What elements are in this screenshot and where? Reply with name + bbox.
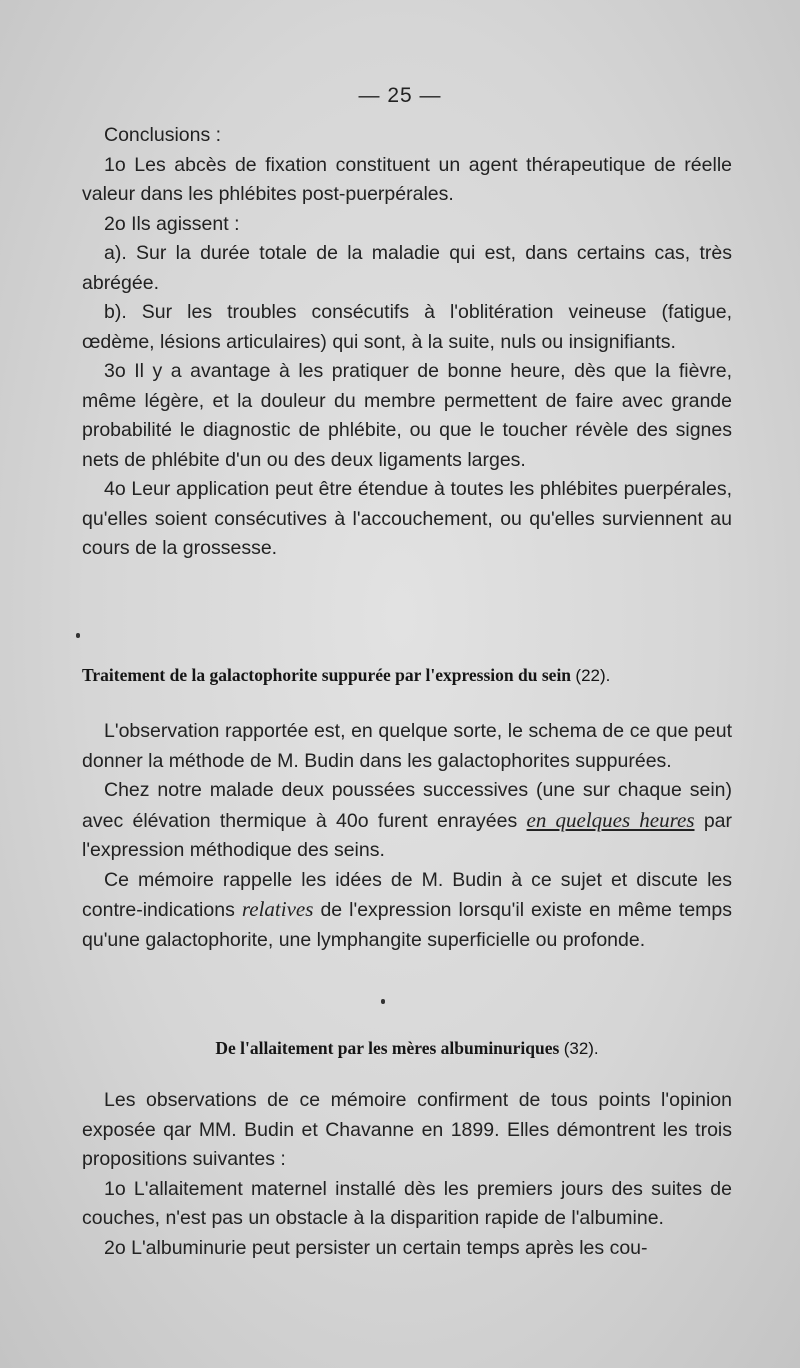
heading-reference: (32). <box>563 1039 599 1058</box>
section-2-body <box>82 717 732 955</box>
section-heading-galactophorite <box>82 665 732 686</box>
section-2-paragraph-1: L'observation rapportée est, en quelque sorte, le schema de ce que peut donner la méthode de M. Budin dans les galactophorites suppurées. <box>82 720 732 772</box>
section-3-paragraph-1: Les observations de ce mémoire confirment de tous points l'opinion exposée qar MM. Budin et Chavanne en 1899. Elles démontrent les trois propositions suivantes : <box>82 1089 732 1170</box>
ink-speck <box>381 999 385 1004</box>
conclusions-title: Conclusions : <box>104 124 222 146</box>
page-number: — 25 — <box>358 84 442 107</box>
conclusion-2b: b). Sur les troubles consécutifs à l'oblitération veineuse (fatigue, œdème, lésions articulaires) qui sont, à la suite, nuls ou insignifiants. <box>82 301 732 353</box>
conclusion-3: 3o Il y a avantage à les pratiquer de bonne heure, dès que la fièvre, même légère, et la douleur du membre permettent de faire avec grande probabilité le diagnostic de phlébite, ou que le toucher révèle des signes nets de phlébite d'un ou des deux ligaments larges. <box>82 360 732 471</box>
heading-reference: (22). <box>575 666 611 685</box>
text-run: Ce mémoire rappelle les idées de M. Budin à ce sujet et discute les contre-indications <box>82 868 732 921</box>
heading-text: De l'allaitement par les mères albuminuriques <box>215 1038 560 1058</box>
heading-text: Traitement de la galactophorite suppurée par l'expression du sein <box>82 665 572 685</box>
italic-text: relatives <box>241 897 314 921</box>
ink-speck <box>76 633 80 638</box>
section-heading-allaitement <box>82 1038 732 1059</box>
section-3-paragraph-3: 2o L'albuminurie peut persister un certain temps après les cou- <box>104 1236 648 1259</box>
italic-text: en quelques heures <box>526 807 695 832</box>
text-run: par l'expression méthodique des seins. <box>82 809 732 861</box>
text-run: Chez notre malade deux poussées successives (une sur chaque sein) avec élévation thermique à 40o furent enrayées <box>82 779 732 832</box>
section-3-paragraph-2: 1o L'allaitement maternel installé dès les premiers jours des suites de couches, n'est pas un obstacle à la disparition rapide de l'albumine. <box>82 1177 732 1229</box>
section-3-body <box>82 1086 732 1263</box>
conclusion-2: 2o Ils agissent : <box>104 212 240 235</box>
conclusions-block <box>82 121 732 564</box>
conclusion-2a: a). Sur la durée totale de la maladie qui est, dans certains cas, très abrégée. <box>82 242 732 294</box>
section-2-paragraph-2 <box>82 776 732 866</box>
conclusion-4: 4o Leur application peut être étendue à toutes les phlébites puerpérales, qu'elles soient consécutives à l'accouchement, ou qu'elles surviennent au cours de la grossesse. <box>82 478 732 559</box>
conclusion-1: 1o Les abcès de fixation constituent un agent thérapeutique de réelle valeur dans les phlébites post-puerpérales. <box>82 153 732 205</box>
text-run: de l'expression lorsqu'il existe en même temps qu'une galactophorite, une lymphangite superficielle ou profonde. <box>82 899 733 951</box>
section-2-paragraph-3 <box>82 866 732 956</box>
